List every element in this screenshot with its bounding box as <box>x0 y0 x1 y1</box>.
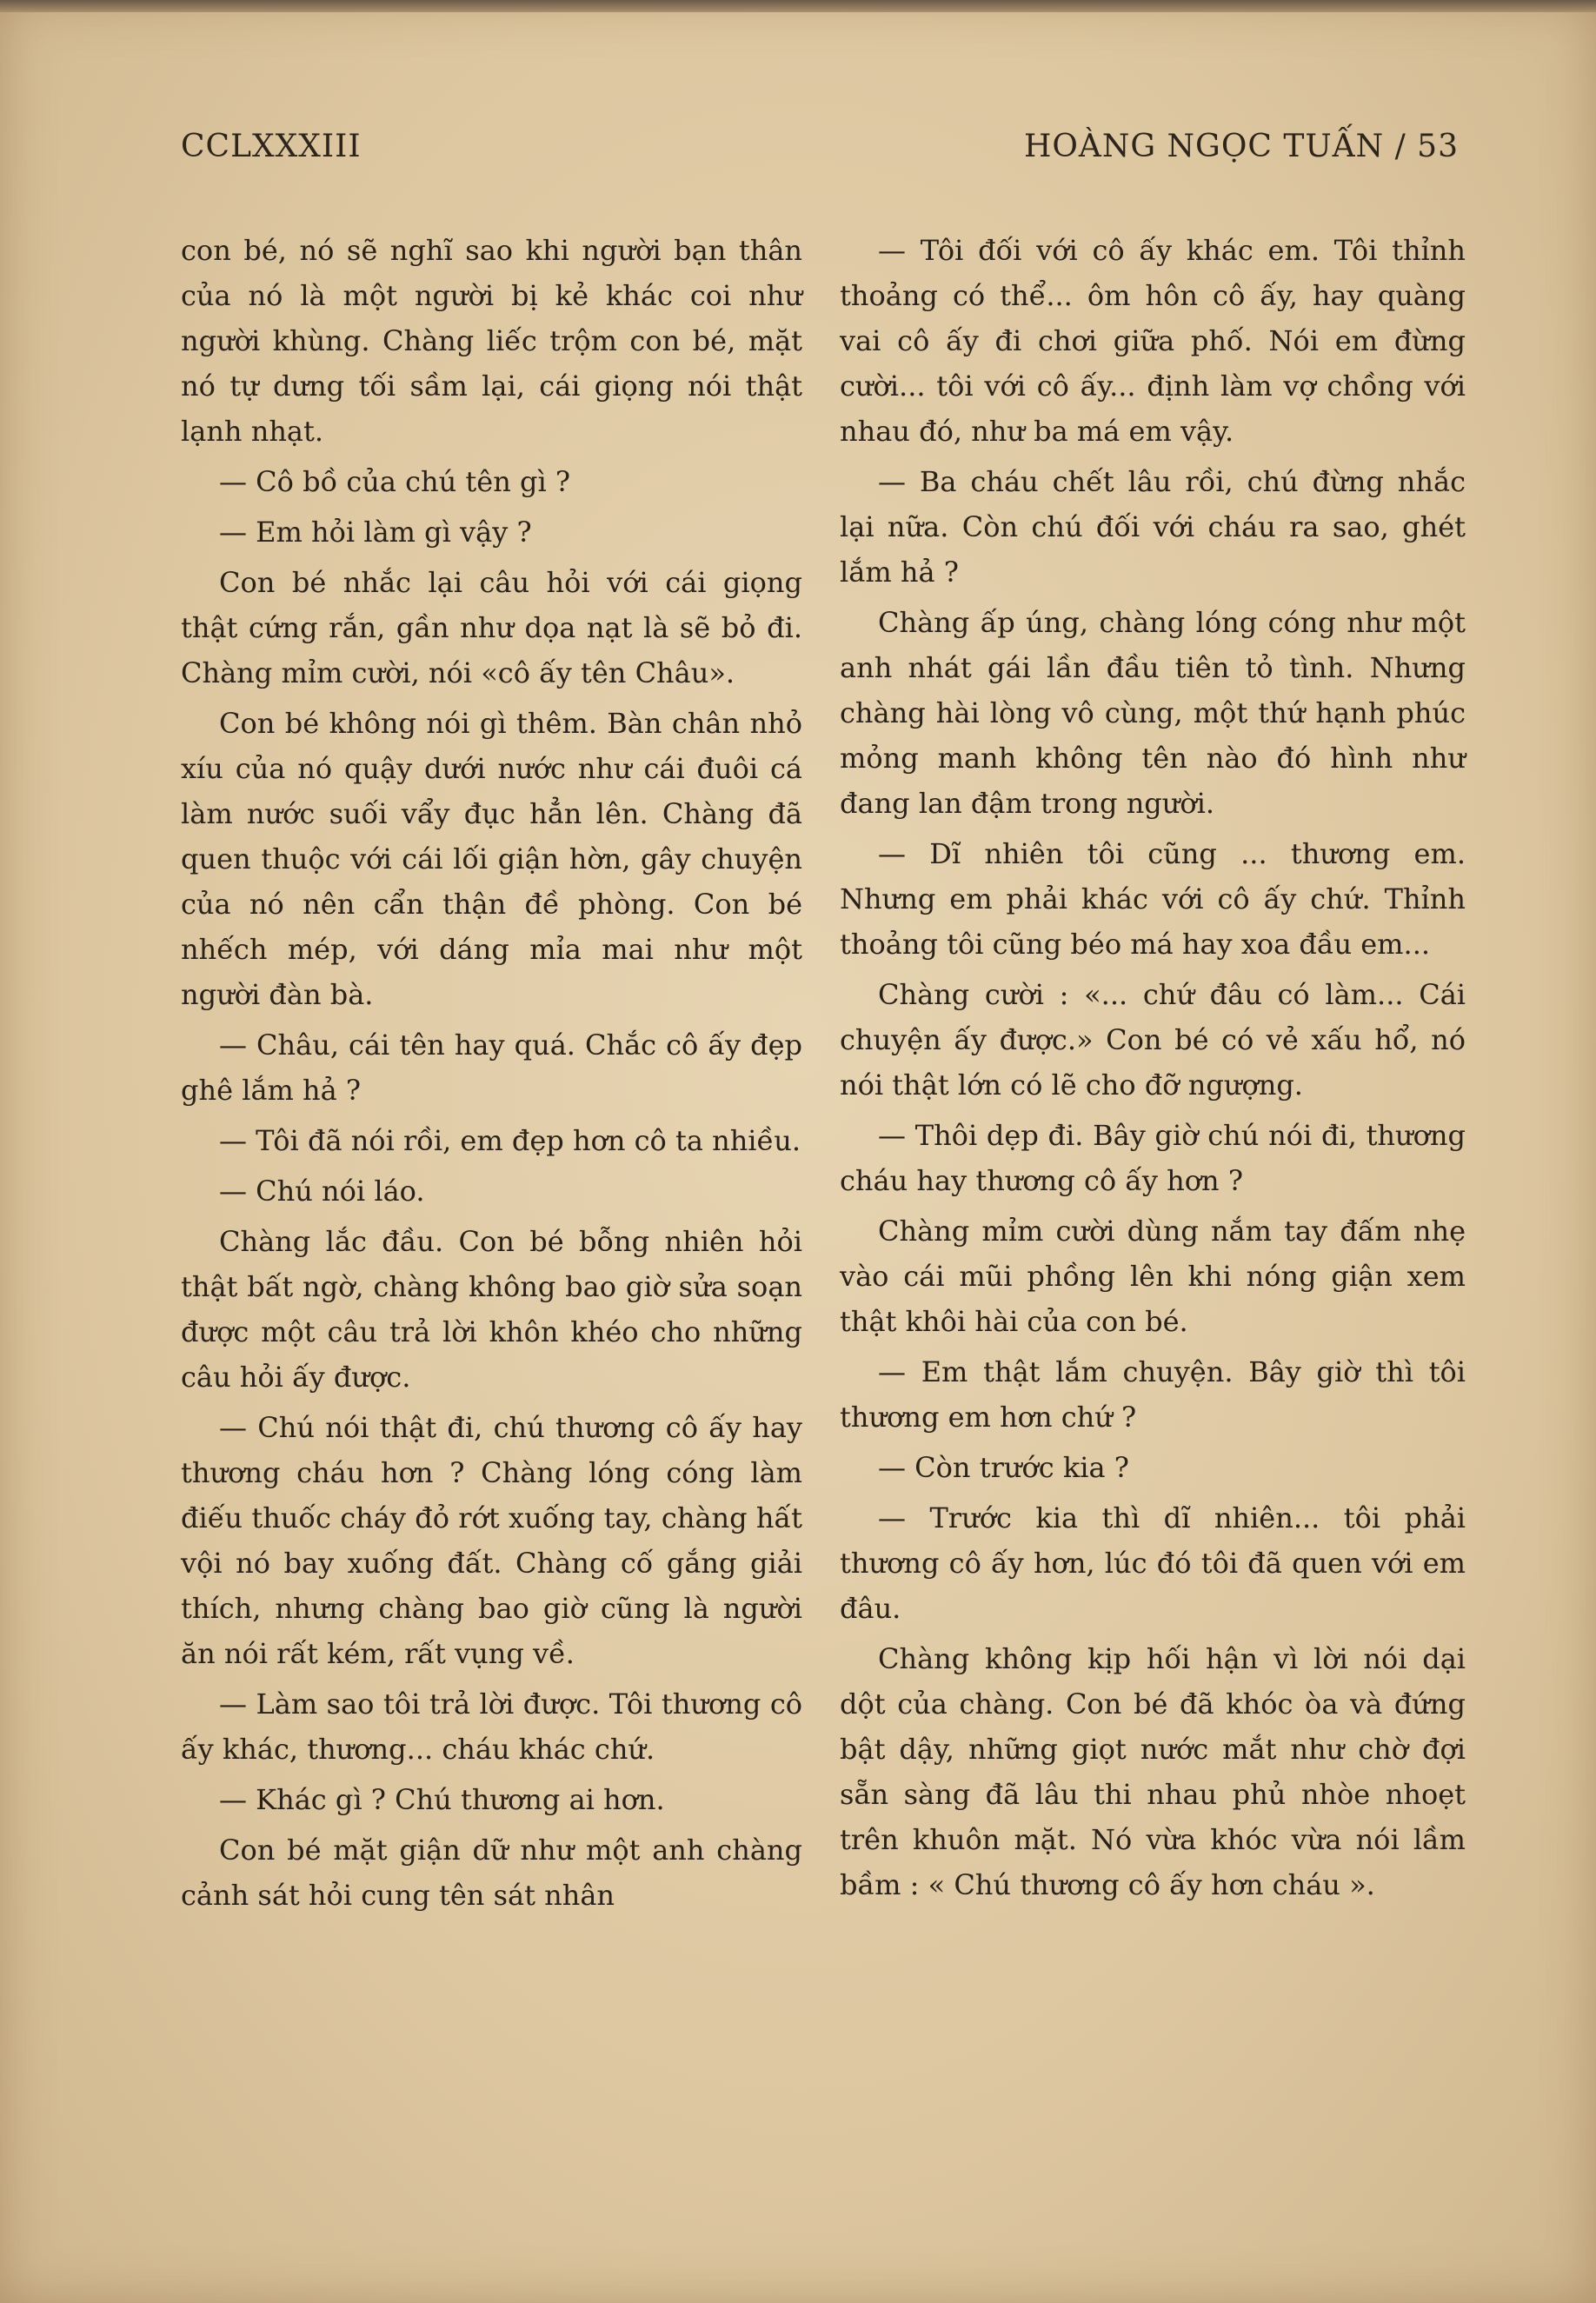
paragraph: Con bé nhắc lại câu hỏi với cái giọng thật cứng rắn, gần như dọa nạt là sẽ bỏ đi. Chàng mỉm cười, nói «cô ấy tên Châu». <box>181 566 802 689</box>
paragraph: — Em thật lắm chuyện. Bây giờ thì tôi thương em hơn chứ ? <box>840 1355 1466 1434</box>
paragraph: Chàng không kịp hối hận vì lời nói dại dột của chàng. Con bé đã khóc òa và đứng bật dậy, những giọt nước mắt như chờ đợi sẵn sàng đã lâu thi nhau phủ nhòe nhoẹt trên khuôn mặt. Nó vừa khóc vừa nói lầm bầm : « Chú thương cô ấy hơn cháu ». <box>840 1642 1466 1901</box>
paragraph: — Trước kia thì dĩ nhiên... tôi phải thương cô ấy hơn, lúc đó tôi đã quen với em đâu. <box>840 1501 1466 1625</box>
paragraph: — Em hỏi làm gì vậy ? <box>219 516 532 549</box>
paragraph: Con bé mặt giận dữ như một anh chàng cảnh sát hỏi cung tên sát nhân <box>181 1834 802 1912</box>
paragraph: — Dĩ nhiên tôi cũng ... thương em. Nhưng em phải khác với cô ấy chứ. Thỉnh thoảng tôi cũng béo má hay xoa đầu em... <box>840 837 1466 961</box>
running-header <box>181 129 1459 172</box>
paragraph: — Chú nói láo. <box>219 1175 425 1208</box>
paragraph: Chàng ấp úng, chàng lóng cóng như một anh nhát gái lần đầu tiên tỏ tình. Nhưng chàng hài lòng vô cùng, một thứ hạnh phúc mỏng manh không tên nào đó hình như đang lan đậm trong người. <box>840 606 1466 820</box>
paragraph: — Thôi dẹp đi. Bây giờ chú nói đi, thương cháu hay thương cô ấy hơn ? <box>840 1119 1466 1197</box>
page-top-edge <box>0 0 1596 12</box>
paragraph: Con bé không nói gì thêm. Bàn chân nhỏ xíu của nó quậy dưới nước như cái đuôi cá làm nước suối vẩy đục hẳn lên. Chàng đã quen thuộc với cái lối giận hờn, gây chuyện của nó nên cẩn thận đề phòng. Con bé nhếch mép, với dáng mỉa mai như một người đàn bà. <box>181 707 802 1011</box>
chapter-number: CCLXXXIII <box>181 129 362 164</box>
paragraph: Chàng lắc đầu. Con bé bỗng nhiên hỏi thật bất ngờ, chàng không bao giờ sửa soạn được một câu trả lời khôn khéo cho những câu hỏi ấy được. <box>181 1225 802 1394</box>
author-and-page-number: HOÀNG NGỌC TUẤN / 53 <box>1023 129 1459 164</box>
paragraph: — Tôi đã nói rồi, em đẹp hơn cô ta nhiều. <box>219 1124 801 1157</box>
paragraph: Chàng cười : «... chứ đâu có làm... Cái chuyện ấy được.» Con bé có vẻ xấu hổ, nó nói thật lớn có lẽ cho đỡ ngượng. <box>840 978 1466 1102</box>
paragraph: — Làm sao tôi trả lời được. Tôi thương cô ấy khác, thương... cháu khác chứ. <box>181 1687 802 1766</box>
paragraph: — Còn trước kia ? <box>878 1451 1129 1484</box>
paragraph: — Cô bồ của chú tên gì ? <box>219 465 571 498</box>
left-text-column <box>181 228 802 1923</box>
paragraph: con bé, nó sẽ nghĩ sao khi người bạn thân của nó là một người bị kẻ khác coi như người khùng. Chàng liếc trộm con bé, mặt nó tự dưng tối sầm lại, cái giọng nói thật lạnh nhạt. <box>181 234 802 448</box>
paragraph: — Chú nói thật đi, chú thương cô ấy hay thương cháu hơn ? Chàng lóng cóng làm điếu thuốc cháy đỏ rớt xuống tay, chàng hất vội nó bay xuống đất. Chàng cố gắng giải thích, nhưng chàng bao giờ cũng là người ăn nói rất kém, rất vụng về. <box>181 1411 802 1670</box>
paragraph: — Châu, cái tên hay quá. Chắc cô ấy đẹp ghê lắm hả ? <box>181 1028 802 1107</box>
paragraph: Chàng mỉm cười dùng nắm tay đấm nhẹ vào cái mũi phồng lên khi nóng giận xem thật khôi hài của con bé. <box>840 1215 1466 1338</box>
paragraph: — Ba cháu chết lâu rồi, chú đừng nhắc lại nữa. Còn chú đối với cháu ra sao, ghét lắm hả ? <box>840 465 1466 589</box>
right-text-column <box>840 228 1466 1913</box>
paragraph: — Khác gì ? Chú thương ai hơn. <box>219 1783 665 1816</box>
paragraph: — Tôi đối với cô ấy khác em. Tôi thỉnh thoảng có thể... ôm hôn cô ấy, hay quàng vai cô ấy đi chơi giữa phố. Nói em đừng cười... tôi với cô ấy... định làm vợ chồng với nhau đó, như ba má em vậy. <box>840 234 1466 448</box>
